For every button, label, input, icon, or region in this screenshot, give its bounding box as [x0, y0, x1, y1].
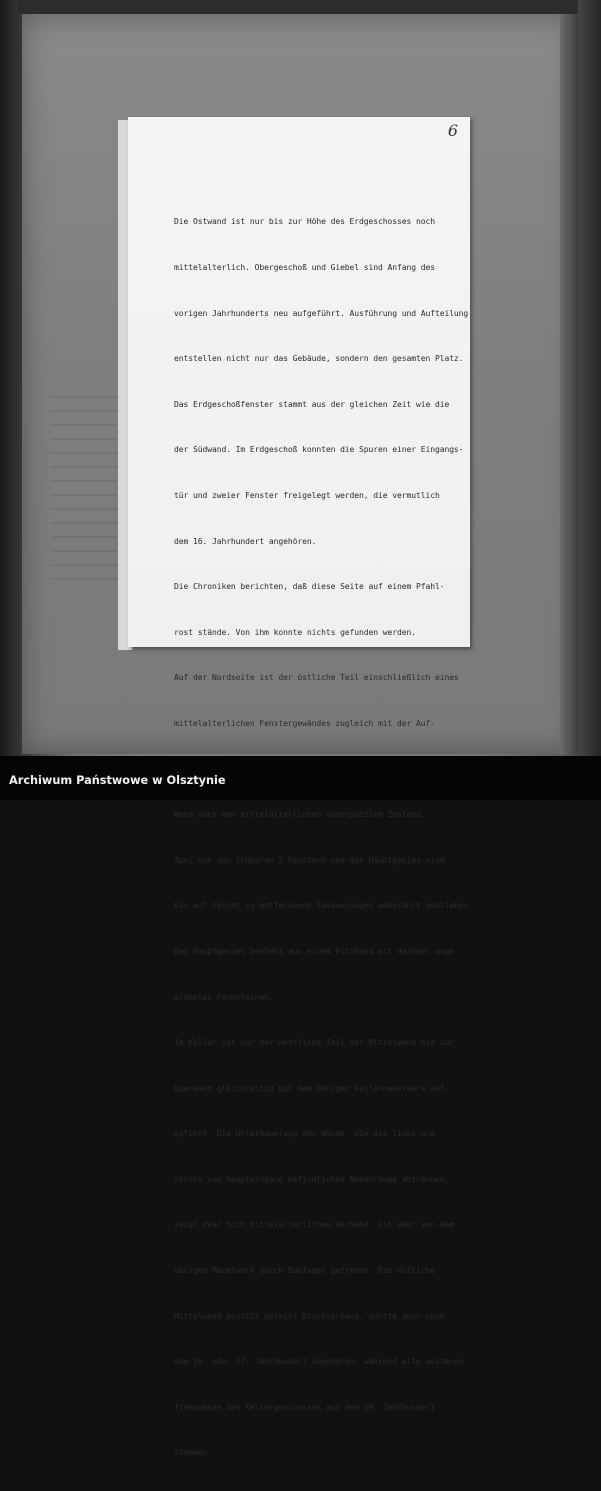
text-line: Das Erdgeschoßfenster stammt aus der gleichen Zeit wie die: [174, 399, 450, 409]
text-line: dem 16. oder 17. Jahrhundert angehören, während alle weiteren: [174, 1357, 464, 1367]
text-line: Querwand gleichzeitig mit dem übrigen Kellermauerwerk auf-: [174, 1083, 450, 1093]
text-line: ordneten Formsteinen.: [174, 992, 274, 1002]
text-line: Das Hauptgesims besteht aus einem Putzband mit darüber ange-: [174, 946, 459, 956]
text-line: mittelalterlichen Fenstergewändes zugleich mit der Auf-: [174, 718, 435, 728]
text-line: Auf der Nordseite ist der östliche Teil einschließlich eines: [174, 673, 459, 683]
text-line: entstellen nicht nur das Gebäude, sondern den gesamten Platz.: [174, 354, 464, 364]
archive-label: Archiwum Państwowe w Olsztynie: [9, 774, 226, 787]
document-page: [128, 117, 473, 1458]
text-line: Die Chroniken berichten, daß diese Seite auf einem Pfahl-: [174, 582, 445, 592]
text-line: dem 16. Jahrhundert angehören.: [174, 536, 317, 546]
text-line: mittelalterlich. Obergeschoß und Giebel sind Anfang des: [174, 263, 435, 272]
text-line: übrigen Mauerwerk durch Baufugen getrennt. Die östliche: [174, 1266, 435, 1276]
right-edge-shadow: [560, 14, 578, 754]
text-line: Mittelwand besitzt bereits Blockverband, dürfte aber noch: [174, 1311, 445, 1321]
text-line: tür und zweier Fenster freigelegt werden, die vermutlich: [174, 490, 440, 500]
text-line: der Südwand. Im Erdgeschoß konnten die Spuren einer Eingangs-: [174, 445, 464, 455]
text-line: vorigen Jahrhunderts neu aufgeführt. Ausführung und Aufteilung: [174, 308, 469, 318]
text-line: rechts vom Haupteingang befindlichen Nebenräume abtrennen,: [174, 1174, 450, 1184]
text-line: zeigt zwar noch mittelalterlichen Verband, ist aber von dem: [174, 1220, 454, 1230]
text-line: Im Keller ist nur der westliche Teil der Mittelwand bis zur: [174, 1038, 454, 1048]
text-line: Zwei von den früheren 3 Fenstern und das Hauptgesims sind: [174, 855, 445, 865]
page-number: 6: [447, 121, 458, 140]
text-line: bis auf leicht zu entfernende Zumauerungen unberührt geblieben.: [174, 901, 473, 911]
text-line: geführt. Die Untermauerung der Wände, die die links und: [174, 1129, 435, 1139]
text-line: Trennwände des Kellergeschosses aus dem 19. Jahrhundert: [174, 1402, 435, 1412]
text-line: stammen.: [174, 1448, 212, 1458]
text-line: rost stände. Von ihm konnte nichts gefunden werden.: [174, 627, 416, 637]
text-line: Wand noch den mittelalterlichen unverputzten Zustand.: [174, 810, 426, 820]
text-line: Die Ostwand ist nur bis zur Höhe des Erdgeschosses noch: [174, 217, 435, 227]
body-text: [174, 184, 474, 1491]
film-strip-top: [18, 0, 578, 14]
